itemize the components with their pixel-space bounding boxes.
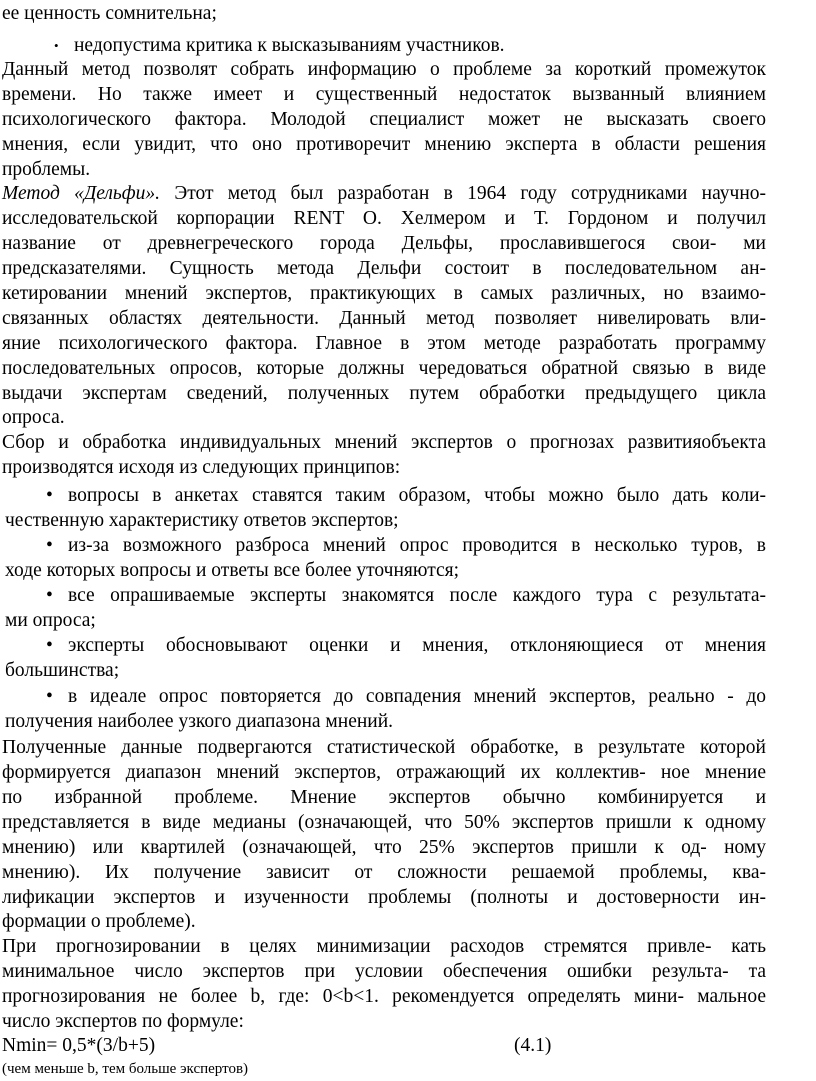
text-line: мнению) или квартилей (означающей, что 25% экспертов пришли к од- ному [2,837,766,858]
text-segment: Этот метод был разработан в 1964 году сотрудниками научно- [160,183,766,204]
bullet-text: из-за возможного разброса мнений опрос проводится в несколько туров, в [68,535,766,556]
text-line: Полученные данные подвергаются статистической обработке, в результате которой [2,737,766,758]
bullet-icon: • [46,485,53,506]
bullet-text: все опрашиваемые эксперты знакомятся после каждого тура с результата- [68,585,766,606]
bullet-text: в идеале опрос повторяется до совпадения мнений экспертов, реально - до [68,686,766,707]
bullet-icon: • [46,635,53,656]
text-line: лификации экспертов и изученности проблемы (полноты и достоверности ин- [2,887,766,908]
text-line: формации о проблеме). [2,911,196,932]
text-line: связанных областях деятельности. Данный метод позволяет нивелировать вли- [2,308,766,329]
text-line: прогнозирования не более b, где: 0<b<1. рекомендуется определять мини- мальное [2,986,766,1007]
text-line: ми опроса; [5,610,96,631]
method-title: Метод «Дельфи». [2,183,161,204]
text-line: предсказателями. Сущность метода Дельфи состоит в последовательном ан- [2,258,766,279]
text-line [2,182,766,206]
text-line: кетировании мнений экспертов, практикующих в самых различных, но взаимо- [2,283,766,304]
text-line: по избранной проблеме. Мнение экспертов обычно комбинируется и [2,787,766,808]
text-line: опроса. [2,407,65,428]
bullet-text: эксперты обосновывают оценки и мнения, отклоняющиеся от мнения [68,635,766,656]
text-line: производятся исходя из следующих принципов: [2,457,401,478]
text-line: яние психологического фактора. Главное в этом методе разработать программу [2,333,766,354]
text-line: представляется в виде медианы (означающей, что 50% экспертов пришли к одному [2,812,766,833]
text-line: минимальное число экспертов при условии обеспечения ошибки результа- та [2,961,766,982]
text-line: название от древнегреческого города Дельфы, прославившегося свои- ми [2,233,766,254]
bullet-icon: • [46,535,53,556]
text-line: Данный метод позволят собрать информацию о проблеме за короткий промежуток [2,59,766,80]
text-line: большинства; [5,660,120,681]
text-line: формируется диапазон мнений экспертов, отражающий их коллектив- ное мнение [2,762,766,783]
bullet-text: вопросы в анкетах ставятся таким образом, чтобы можно было дать коли- [68,485,766,506]
text-line: выдачи экспертам сведений, полученных путем обработки предыдущего цикла [2,383,766,404]
text-line: времени. Но также имеет и существенный недостаток вызванный влиянием [2,84,766,105]
text-line: получения наиболее узкого диапазона мнений. [5,711,394,732]
bullet-text: недопустима критика к высказываниям участников. [74,35,505,56]
text-line: Сбор и обработка индивидуальных мнений экспертов о прогнозах развитияобъекта [2,432,766,453]
text-line: психологического фактора. Молодой специалист может не высказать своего [2,109,766,130]
text-line: исследовательской корпорации RENT О. Хелмером и Т. Гордоном и получил [2,208,766,229]
text-line: последовательных опросов, которые должны чередоваться обратной связью в виде [2,358,766,379]
text-line: ее ценность сомнительна; [2,3,217,24]
bullet-icon: • [46,585,53,606]
text-line: проблемы. [2,159,91,180]
formula: Nmin= 0,5*(3/b+5) [2,1035,156,1056]
text-line: мнению). Их получение зависит от сложности решаемой проблемы, ква- [2,862,766,883]
text-line: число экспертов по формуле: [2,1011,244,1032]
text-line: чественную характеристику ответов экспертов; [5,510,399,531]
formula-number: (4.1) [514,1035,552,1056]
text-line: При прогнозировании в целях минимизации расходов стремятся привле- кать [2,936,766,957]
formula-note: (чем меньше b, тем больше экспертов) [2,1061,249,1077]
text-line: мнения, если увидит, что оно противоречит мнению эксперта в области решения [2,134,766,155]
bullet-icon: • [46,686,53,707]
bullet-icon: • [54,38,59,53]
formula-line [2,1034,766,1058]
text-line: ходе которых вопросы и ответы все более уточняются; [5,560,459,581]
